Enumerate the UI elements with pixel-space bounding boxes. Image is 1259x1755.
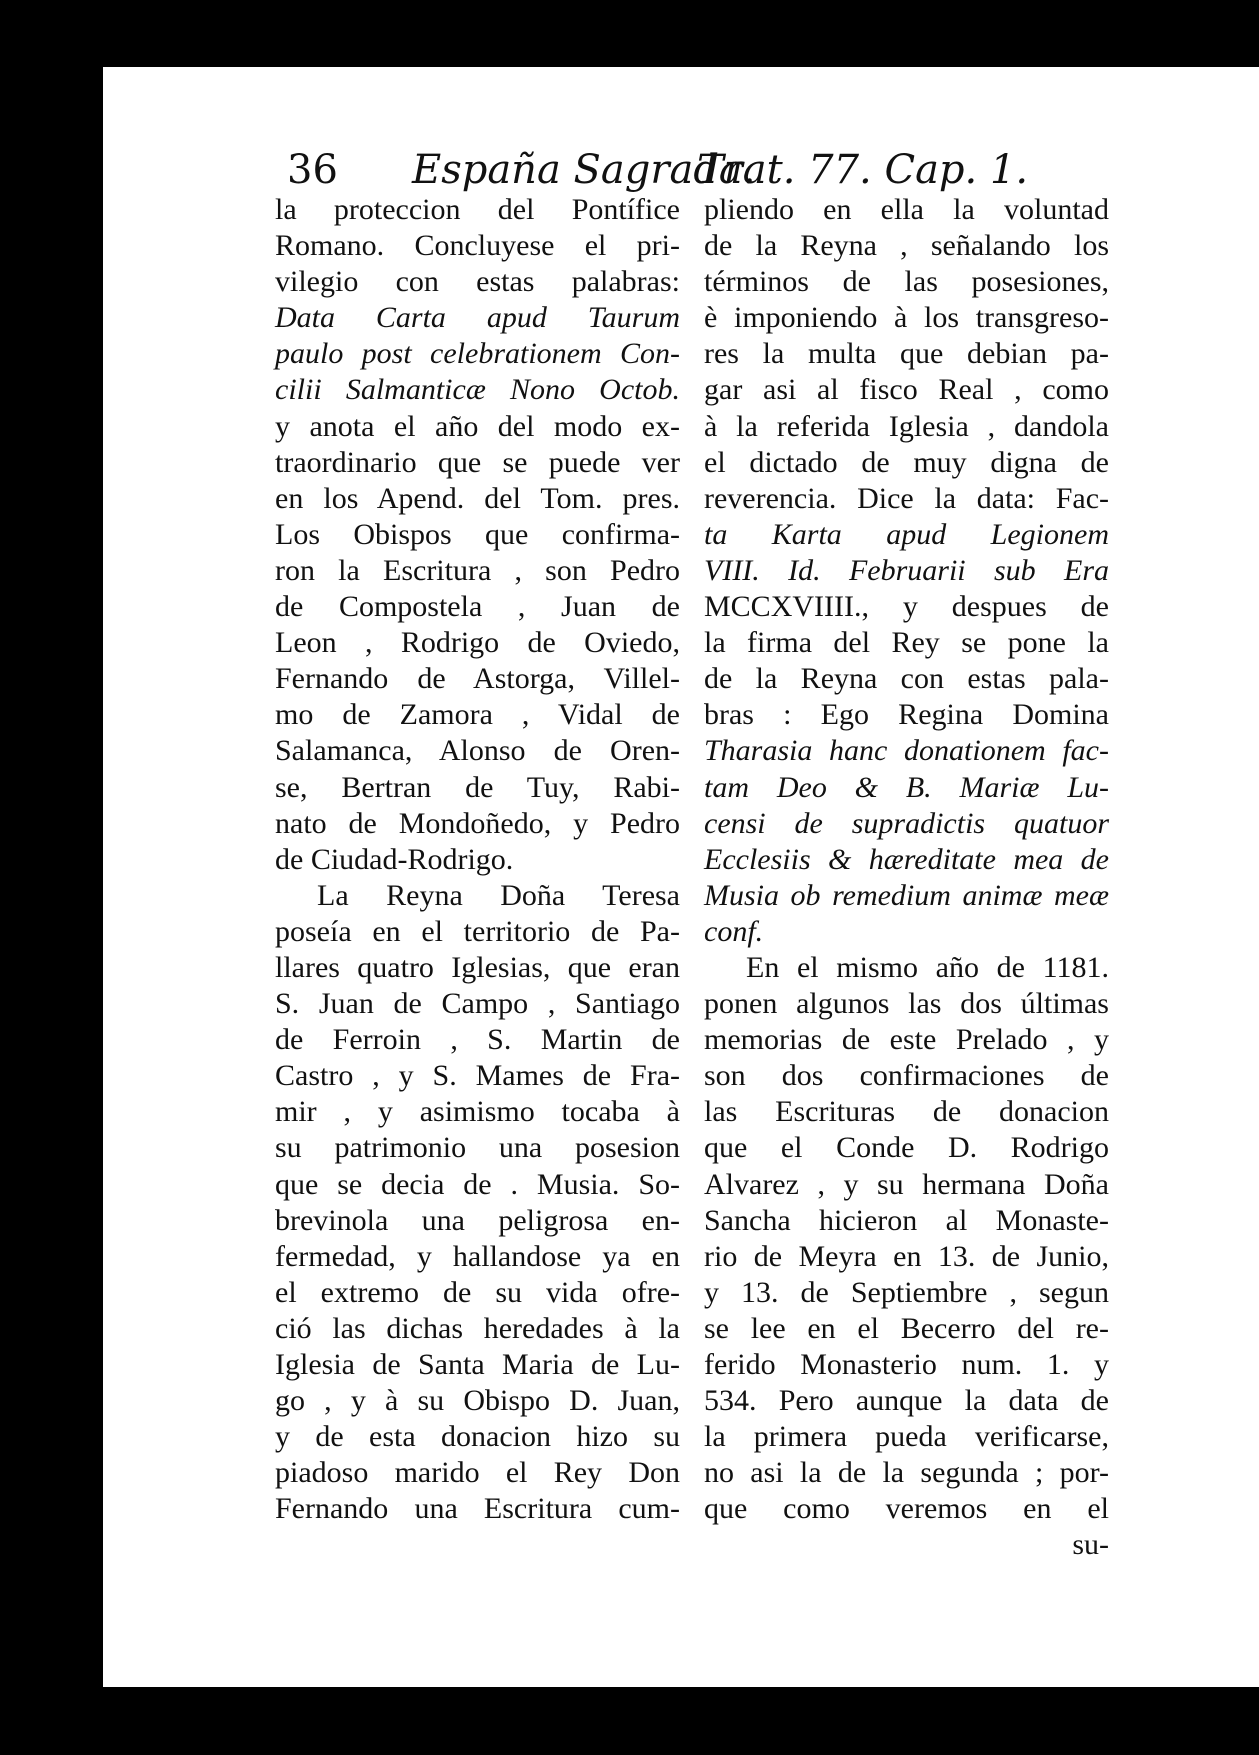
text-line: nato de Mondoñedo, y Pedro xyxy=(275,806,680,840)
text-line: ta Karta apud Legionem xyxy=(704,517,1109,551)
text-line: Sancha hicieron al Monaste- xyxy=(704,1203,1109,1237)
text-line: que como veremos en el xyxy=(704,1492,1109,1526)
text-line: no asi la de la segunda ; por- xyxy=(704,1456,1109,1490)
text-line: pliendo en ella la voluntad xyxy=(704,193,1109,226)
text-column-right xyxy=(704,192,1109,1564)
text-line: se lee en el Becerro del re- xyxy=(704,1311,1109,1345)
text-line: son dos confirmaciones de xyxy=(704,1059,1109,1093)
text-line: que se decia de . Musia. So- xyxy=(275,1167,680,1201)
text-line: Alvarez , y su hermana Doña xyxy=(704,1167,1109,1201)
text-line: ponen algunos las dos últimas xyxy=(704,987,1109,1021)
text-line: Romano. Concluyese el pri- xyxy=(275,229,680,263)
text-line: brevinola una peligrosa en- xyxy=(275,1203,680,1237)
text-line: y 13. de Septiembre , segun xyxy=(704,1275,1109,1309)
text-line: se, Bertran de Tuy, Rabi- xyxy=(275,770,680,804)
text-line: la firma del Rey se pone la xyxy=(704,626,1109,660)
text-line: y de esta donacion hizo su xyxy=(275,1420,680,1454)
text-line: su- xyxy=(1072,1528,1109,1562)
text-line: de Compostela , Juan de xyxy=(275,590,680,624)
text-line: de Ciudad-Rodrigo. xyxy=(275,842,514,876)
text-line: de la Reyna , señalando los xyxy=(704,229,1109,263)
text-line: vilegio con estas palabras: xyxy=(275,265,680,299)
text-line: el dictado de muy digna de xyxy=(704,445,1109,479)
text-line: è imponiendo à los transgreso- xyxy=(704,301,1109,335)
text-line: en los Apend. del Tom. pres. xyxy=(275,481,680,515)
text-line: La Reyna Doña Teresa xyxy=(317,878,680,912)
text-column-left xyxy=(275,192,680,1527)
text-line: S. Juan de Campo , Santiago xyxy=(275,987,680,1021)
text-line: ron la Escritura , son Pedro xyxy=(275,553,680,587)
text-line: mir , y asimismo tocaba à xyxy=(275,1095,680,1129)
text-line: go , y à su Obispo D. Juan, xyxy=(275,1384,680,1418)
text-line: llares quatro Iglesias, que eran xyxy=(275,950,680,984)
text-line: Ecclesiis & hæreditate mea de xyxy=(704,842,1109,876)
text-line: piadoso marido el Rey Don xyxy=(275,1456,680,1490)
text-line: mo de Zamora , Vidal de xyxy=(275,698,680,732)
text-line: reverencia. Dice la data: Fac- xyxy=(704,481,1109,515)
text-line: VIII. Id. Februarii sub Era xyxy=(704,553,1109,587)
text-line: cilii Salmanticæ Nono Octob. xyxy=(275,373,680,407)
text-line: traordinario que se puede ver xyxy=(275,445,680,479)
text-line: En el mismo año de 1181. xyxy=(746,950,1109,984)
text-line: Salamanca, Alonso de Oren- xyxy=(275,734,680,768)
text-line: y anota el año del modo ex- xyxy=(275,409,680,443)
text-line: Leon , Rodrigo de Oviedo, xyxy=(275,626,680,660)
text-line: que el Conde D. Rodrigo xyxy=(704,1131,1109,1165)
page-number: 36 xyxy=(287,147,338,193)
text-line: tam Deo & B. Mariæ Lu- xyxy=(704,770,1109,804)
text-line: de Ferroin , S. Martin de xyxy=(275,1023,680,1057)
text-line: de la Reyna con estas pala- xyxy=(704,662,1109,696)
text-line: Tharasia hanc donationem fac- xyxy=(704,734,1109,768)
text-line: Iglesia de Santa Maria de Lu- xyxy=(275,1348,680,1381)
text-line: Castro , y S. Mames de Fra- xyxy=(275,1059,680,1093)
text-line: rio de Meyra en 13. de Junio, xyxy=(704,1239,1109,1273)
text-line: Fernando de Astorga, Villel- xyxy=(275,662,680,696)
text-line: conf. xyxy=(704,914,764,948)
text-line: 534. Pero aunque la data de xyxy=(704,1384,1109,1418)
book-title: España Sagrada. xyxy=(412,147,756,193)
text-line: paulo post celebrationem Con- xyxy=(275,337,680,371)
text-line: ferido Monasterio num. 1. y xyxy=(704,1348,1109,1381)
text-line: MCCXVIIII., y despues de xyxy=(704,590,1109,624)
treatise-chapter: Trat. 77. Cap. 1. xyxy=(697,147,1029,193)
text-line: censi de supradictis quatuor xyxy=(704,806,1109,840)
text-line: Los Obispos que confirma- xyxy=(275,517,680,551)
text-line: Fernando una Escritura cum- xyxy=(275,1492,680,1526)
text-line: à la referida Iglesia , dandola xyxy=(704,409,1109,443)
text-line: memorias de este Prelado , y xyxy=(704,1023,1109,1057)
text-line: el extremo de su vida ofre- xyxy=(275,1275,680,1309)
text-line: res la multa que debian pa- xyxy=(704,337,1109,371)
text-line: las Escrituras de donacion xyxy=(704,1095,1109,1129)
text-line: poseía en el territorio de Pa- xyxy=(275,914,680,948)
text-line: su patrimonio una posesion xyxy=(275,1131,680,1165)
text-line: fermedad, y hallandose ya en xyxy=(275,1239,680,1273)
text-line: la primera pueda verificarse, xyxy=(704,1420,1109,1454)
running-head xyxy=(287,142,1107,198)
text-line: bras : Ego Regina Domina xyxy=(704,698,1109,732)
text-line: términos de las posesiones, xyxy=(704,265,1109,299)
text-line: gar asi al fisco Real , como xyxy=(704,373,1109,407)
text-line: ció las dichas heredades à la xyxy=(275,1311,680,1345)
text-line: Data Carta apud Taurum xyxy=(275,301,680,335)
text-line: la proteccion del Pontífice xyxy=(275,193,680,226)
text-line: Musia ob remedium animæ meæ xyxy=(704,878,1109,912)
